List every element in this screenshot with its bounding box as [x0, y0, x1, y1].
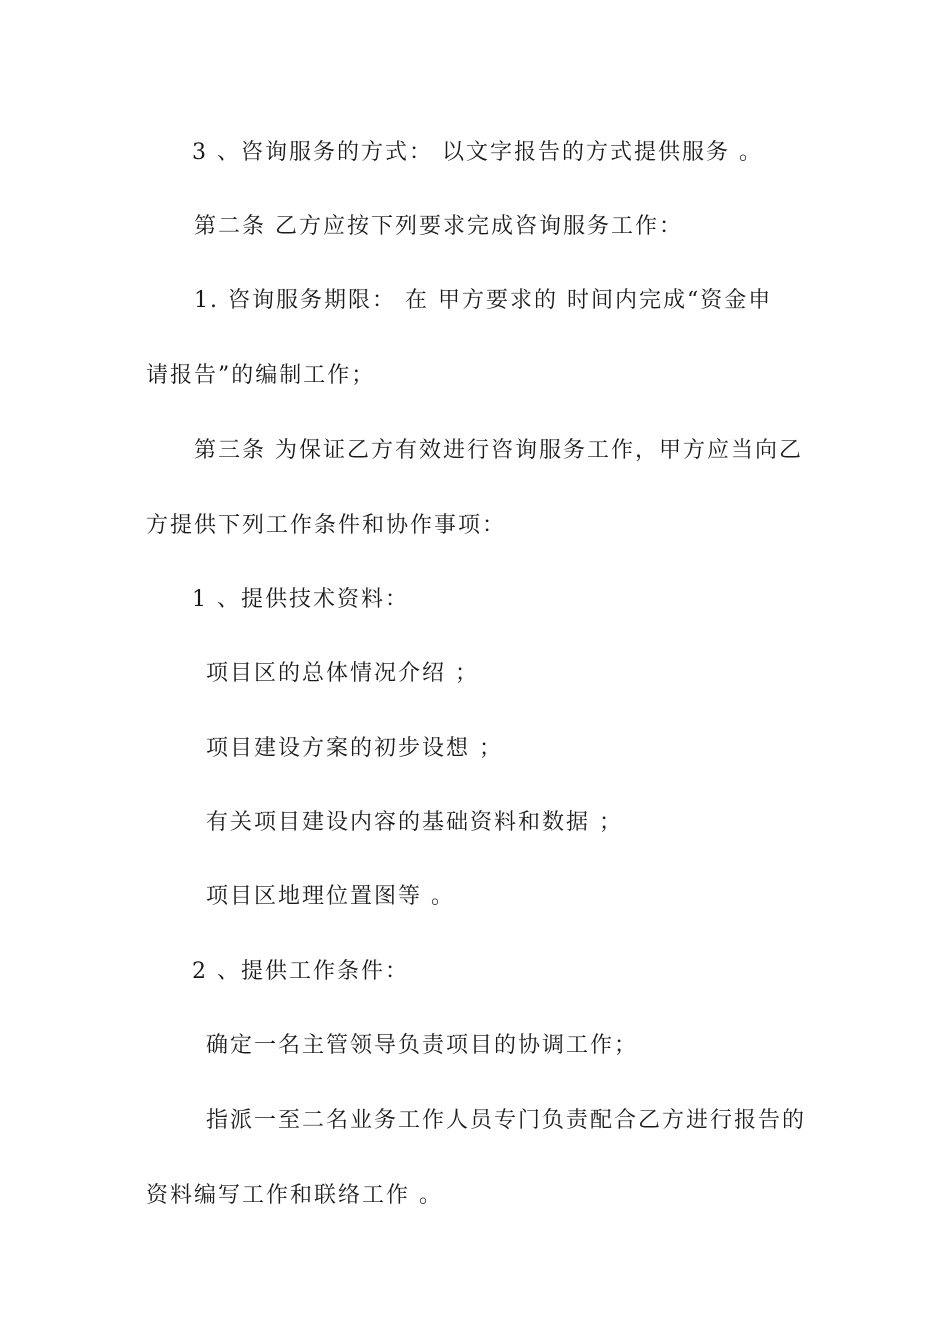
- list-item-preliminary-plan: 项目建设方案的初步设想 ；: [206, 736, 503, 761]
- clause-3-service-method: 3 、咨询服务的方式： 以文字报告的方式提供服务 。: [192, 140, 763, 165]
- article-3-heading-continued: 方提供下列工作条件和协作事项：: [146, 513, 507, 538]
- list-item-basic-data: 有关项目建设内容的基础资料和数据 ；: [206, 810, 623, 835]
- list-item-lead-coordinator: 确定一名主管领导负责项目的协调工作；: [206, 1033, 639, 1058]
- list-item-project-overview: 项目区的总体情况介绍 ；: [206, 661, 479, 686]
- article-2-heading: 第二条 乙方应按下列要求完成咨询服务工作：: [194, 214, 683, 239]
- item-2-working-conditions: 2 、提供工作条件：: [192, 959, 409, 984]
- article-3-heading: 第三条 为保证乙方有效进行咨询服务工作，甲方应当向乙: [194, 438, 803, 463]
- list-item-assigned-staff-continued: 资料编写工作和联络工作 。: [146, 1183, 443, 1208]
- list-item-location-map: 项目区地理位置图等 。: [206, 884, 455, 909]
- item-1-service-period-continued: 请报告”的编制工作；: [146, 363, 376, 388]
- list-item-assigned-staff: 指派一至二名业务工作人员专门负责配合乙方进行报告的: [206, 1108, 807, 1133]
- item-1-service-period: 1. 咨询服务期限： 在 甲方要求的 时间内完成“资金申: [194, 288, 773, 313]
- item-1-technical-materials: 1 、提供技术资料：: [192, 587, 409, 612]
